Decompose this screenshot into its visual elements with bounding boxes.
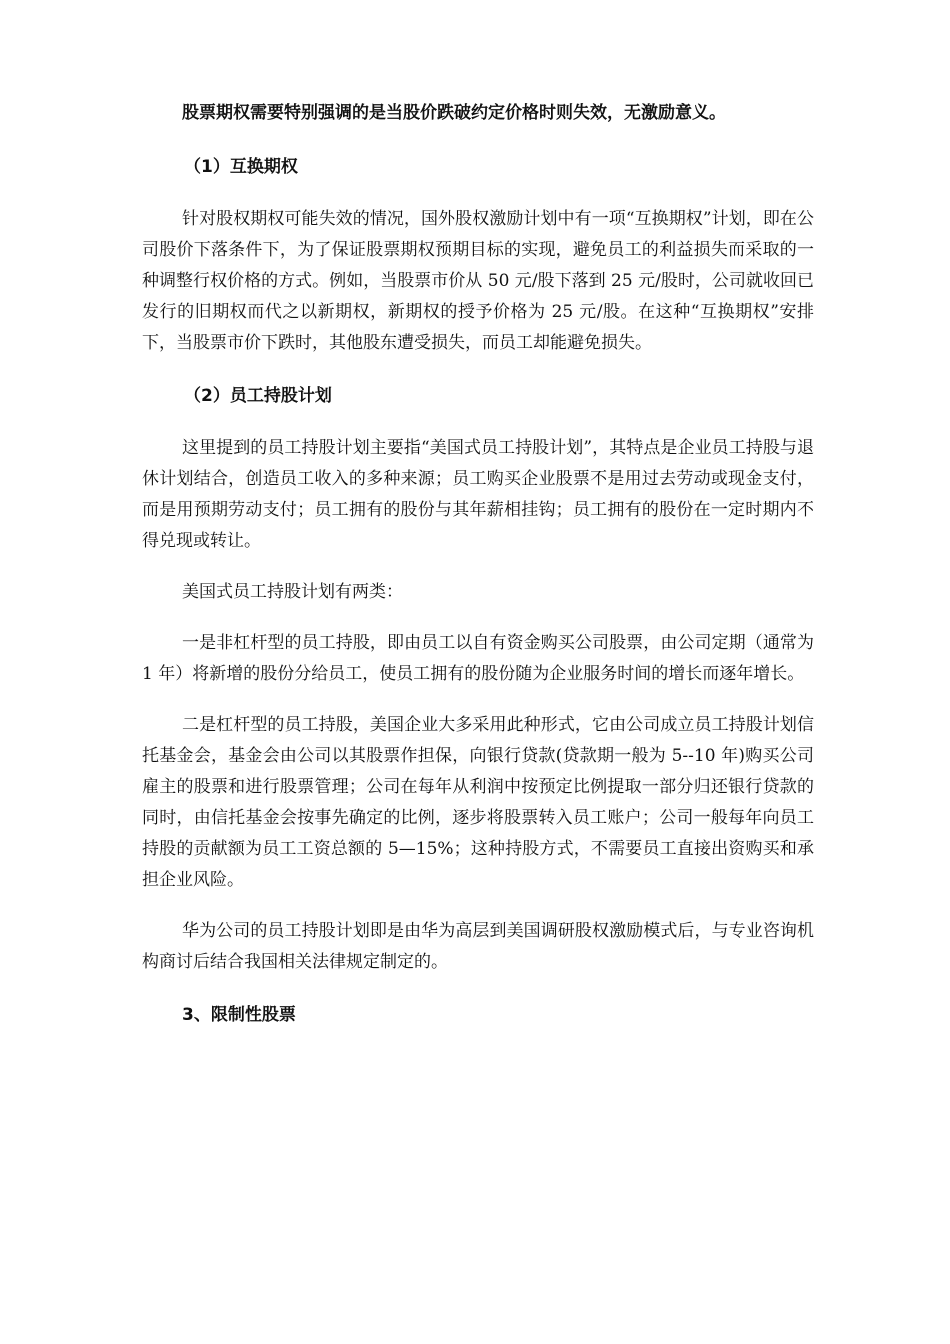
paragraph-esop-types-intro: 美国式员工持股计划有两类： — [182, 582, 403, 602]
section-heading-restricted-stock: 3、限制性股票 — [182, 1005, 296, 1025]
paragraph-leveraged-esop: 二是杠杆型的员工持股，美国企业大多采用此种形式，它由公司成立员工持股计划信托基金会，基金会由公司以其股票作担保，向银行贷款(贷款期一般为 5--10 年)购买公司雇主的股票和进行股票管理；公司在每年从利润中按预定比例提取一部分归还银行贷款的同时，由信托基金会按事先确定的比例，逐步将股票转入员工账户；公司一般每年向员工持股的贡献额为员工工资总额的 5—15%；这种持股方式，不需要员工直接出资购买和承担企业风险。 — [142, 715, 814, 890]
paragraph-swap-option: 针对股权期权可能失效的情况，国外股权激励计划中有一项“互换期权”计划，即在公司股价下落条件下，为了保证股票期权预期目标的实现，避免员工的利益损失而采取的一种调整行权价格的方式。例如，当股票市价从 50 元/股下落到 25 元/股时，公司就收回已发行的旧期权而代之以新期权，新期权的授予价格为 25 元/股。在这种“互换期权”安排下，当股票市价下跌时，其他股东遭受损失，而员工却能避免损失。 — [142, 209, 814, 353]
paragraph-huawei-esop: 华为公司的员工持股计划即是由华为高层到美国调研股权激励模式后，与专业咨询机构商讨后结合我国相关法律规定制定的。 — [142, 921, 814, 972]
emphasis-statement: 股票期权需要特别强调的是当股价跌破约定价格时则失效，无激励意义。 — [182, 103, 726, 123]
section-heading-swap-option: （1）互换期权 — [184, 157, 298, 177]
section-heading-employee-stock-plan: （2）员工持股计划 — [184, 386, 332, 406]
paragraph-non-leveraged-esop: 一是非杠杆型的员工持股，即由员工以自有资金购买公司股票，由公司定期（通常为 1 年）将新增的股份分给员工，使员工拥有的股份随为企业服务时间的增长而逐年增长。 — [142, 633, 814, 684]
paragraph-esop-definition: 这里提到的员工持股计划主要指“美国式员工持股计划”，其特点是企业员工持股与退休计划结合，创造员工收入的多种来源；员工购买企业股票不是用过去劳动或现金支付，而是用预期劳动支付；员工拥有的股份与其年薪相挂钩；员工拥有的股份在一定时期内不得兑现或转让。 — [142, 438, 814, 551]
